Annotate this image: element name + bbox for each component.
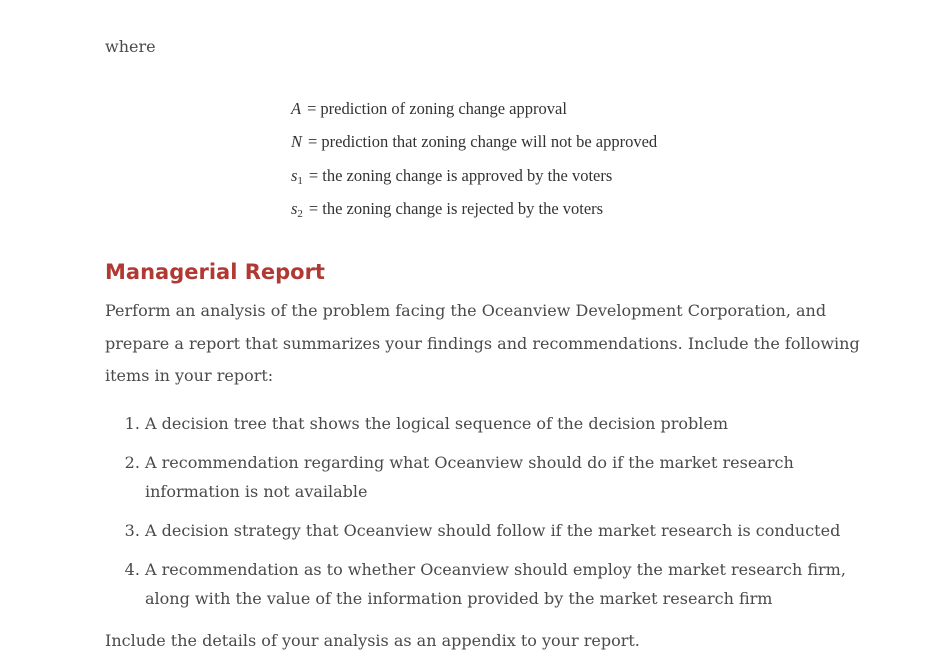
intro-paragraph: Perform an analysis of the problem facing the Oceanview Development Corporation, and prepare a report that summarizes your findings and recommendations. Include the following items in your report:: [105, 301, 860, 385]
closing-paragraph: Include the details of your analysis as an appendix to your report.: [105, 631, 640, 650]
equals-sign: =: [307, 99, 317, 118]
report-items-list: [105, 409, 875, 623]
definition-symbol: $s_2$: [291, 198, 303, 220]
definition-row: [291, 198, 657, 231]
definition-text: the zoning change is rejected by the voters: [322, 198, 604, 218]
list-item: 3. A decision strategy that Oceanview should follow if the market research is conducted: [145, 516, 875, 545]
list-item: 1. A decision tree that shows the logical sequence of the decision problem: [145, 409, 875, 438]
equals-sign: =: [308, 132, 318, 152]
definitions-block: [291, 98, 657, 231]
definition-symbol: N: [291, 132, 303, 152]
definition-text: the zoning change is approved by the voters: [322, 165, 613, 185]
equals-sign: =: [308, 165, 319, 185]
definition-row: [291, 131, 657, 164]
equals-sign: =: [308, 198, 319, 218]
definition-symbol: $s_1$: [291, 165, 303, 187]
definition-row: [291, 165, 657, 198]
list-item: 4. A recommendation as to whether Oceanview should employ the market research firm, along with the value of the information provided by the market research firm: [145, 555, 875, 613]
definition-row: [291, 98, 657, 131]
list-item: 2. A recommendation regarding what Oceanview should do if the market research information is not available: [145, 448, 875, 506]
definition-text: prediction that zoning change will not be approved: [321, 132, 658, 152]
definition-text: prediction of zoning change approval: [320, 99, 567, 118]
where-label: where: [105, 37, 156, 56]
section-heading: Managerial Report: [105, 260, 325, 284]
definition-symbol: A: [291, 99, 302, 118]
